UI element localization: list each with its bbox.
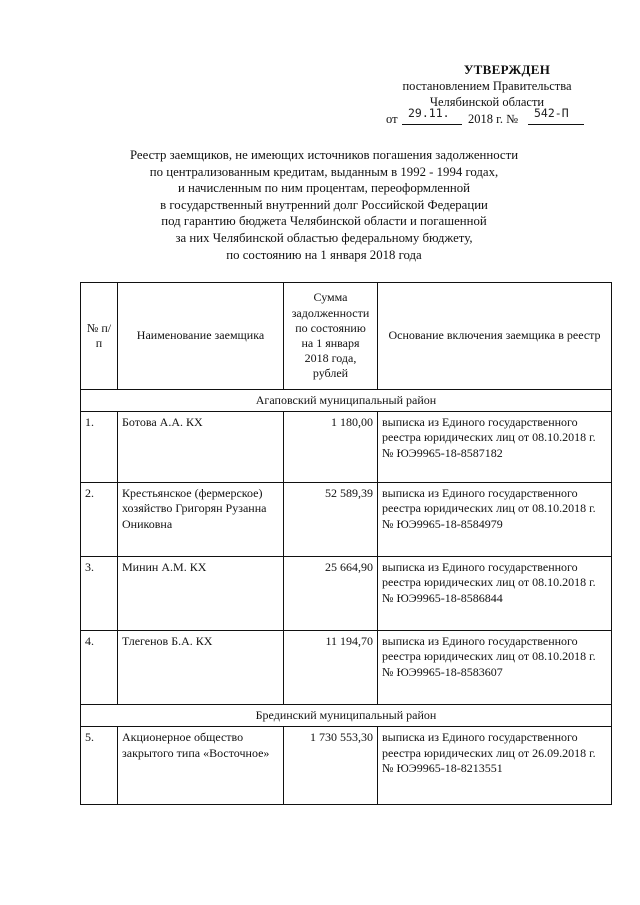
debt-amount: 52 589,39 [284, 483, 378, 557]
header-debt-amount: Сумма задолженности по состоянию на 1 января 2018 года, рублей [284, 283, 378, 390]
inclusion-basis: выписка из Единого государственного реестра юридических лиц от 26.09.2018 г. № ЮЭ9965-18-8213551 [378, 727, 612, 805]
row-number: 5. [81, 727, 118, 805]
borrower-name: Акционерное общество закрытого типа «Восточное» [118, 727, 284, 805]
district-name: Агаповский муниципальный район [81, 390, 612, 412]
debt-amount: 25 664,90 [284, 557, 378, 631]
inclusion-basis: выписка из Единого государственного реестра юридических лиц от 08.10.2018 г. № ЮЭ9965-18-8587182 [378, 412, 612, 483]
table-row [81, 727, 612, 805]
borrower-name: Крестьянское (фермерское) хозяйство Григорян Рузанна Ониковна [118, 483, 284, 557]
row-number: 3. [81, 557, 118, 631]
table-row [81, 557, 612, 631]
table-row [81, 412, 612, 483]
approval-line-2: Челябинской области [429, 95, 545, 109]
header-inclusion-basis: Основание включения заемщика в реестр [378, 283, 612, 390]
district-row [81, 705, 612, 727]
header-borrower-name: Наименование заемщика [118, 283, 284, 390]
district-name: Брединский муниципальный район [81, 705, 612, 727]
handwritten-date: 29.11. [408, 106, 450, 120]
debt-amount: 1 180,00 [284, 412, 378, 483]
row-number: 1. [81, 412, 118, 483]
handwritten-number: 542-П [534, 106, 569, 120]
from-label: от [386, 112, 398, 126]
title-line: по состоянию на 1 января 2018 года [226, 247, 422, 262]
header-number: № п/п [81, 283, 118, 390]
borrower-name: Тлегенов Б.А. КХ [118, 631, 284, 705]
title-line: и начисленным по ним процентам, переоформленной [177, 181, 471, 196]
approval-heading: УТВЕРЖДЕН [463, 62, 551, 77]
borrower-name: Минин А.М. КХ [118, 557, 284, 631]
approval-block [382, 62, 592, 128]
document-title [80, 147, 568, 263]
row-number: 2. [81, 483, 118, 557]
year-text: 2018 г. № [468, 112, 519, 126]
inclusion-basis: выписка из Единого государственного реестра юридических лиц от 08.10.2018 г. № ЮЭ9965-18-8586844 [378, 557, 612, 631]
table-row [81, 631, 612, 705]
debt-amount: 1 730 553,30 [284, 727, 378, 805]
row-number: 4. [81, 631, 118, 705]
approval-line-1: постановлением Правительства [402, 79, 572, 93]
debt-amount: 11 194,70 [284, 631, 378, 705]
borrowers-registry-table [80, 282, 612, 805]
title-line: за них Челябинской областью федеральному бюджету, [175, 230, 473, 245]
district-row [81, 390, 612, 412]
title-line: под гарантию бюджета Челябинской области и погашенной [161, 214, 487, 229]
borrower-name: Ботова А.А. КХ [118, 412, 284, 483]
table-row [81, 483, 612, 557]
inclusion-basis: выписка из Единого государственного реестра юридических лиц от 08.10.2018 г. № ЮЭ9965-18-8584979 [378, 483, 612, 557]
approval-number-line [382, 106, 592, 128]
title-line: по централизованным кредитам, выданным в 1992 - 1994 годах, [149, 164, 499, 179]
title-line: в государственный внутренний долг Российской Федерации [160, 197, 488, 212]
inclusion-basis: выписка из Единого государственного реестра юридических лиц от 08.10.2018 г. № ЮЭ9965-18-8583607 [378, 631, 612, 705]
title-line: Реестр заемщиков, не имеющих источников погашения задолженности [129, 148, 519, 162]
table-header-row [81, 283, 612, 390]
